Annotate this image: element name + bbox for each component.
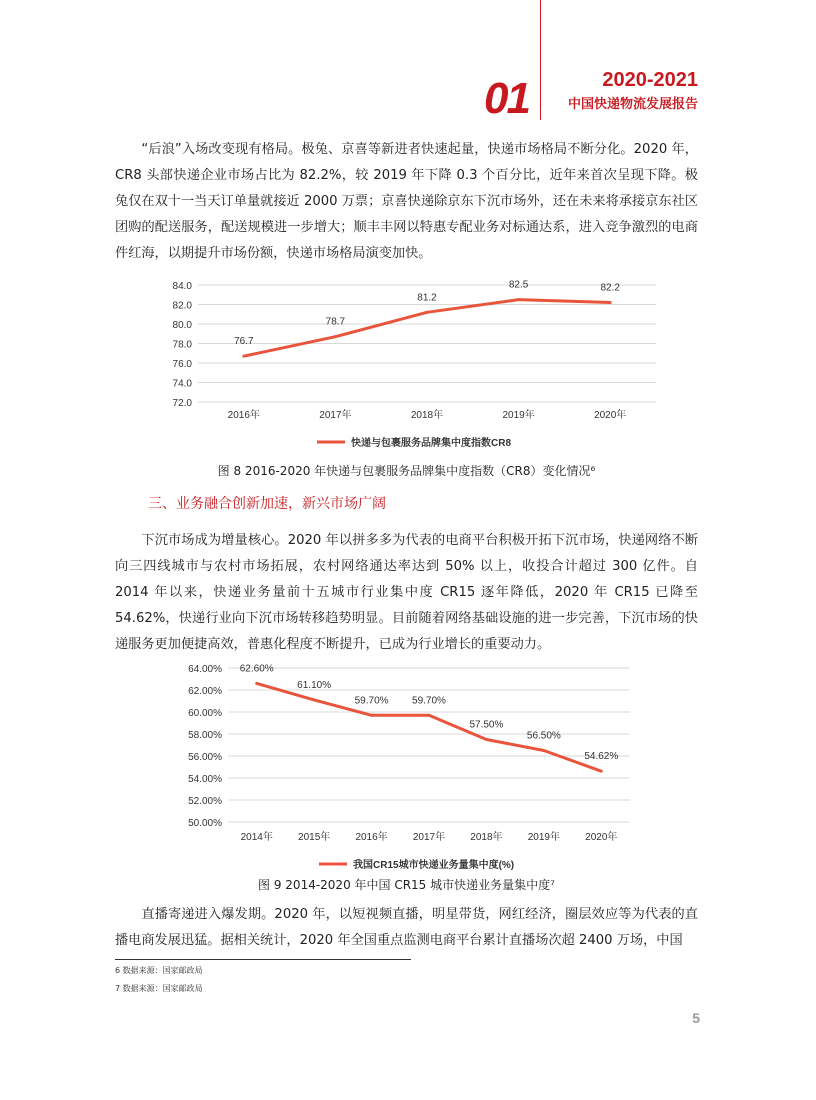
y-tick-label: 60.00% (188, 708, 222, 719)
footnote-divider (115, 959, 411, 960)
data-point (370, 714, 373, 717)
x-tick-label: 2016年 (355, 832, 388, 843)
data-point (517, 298, 520, 301)
y-tick-label: 64.00% (188, 664, 222, 675)
y-tick-label: 84.0 (172, 281, 192, 292)
data-label: 59.70% (412, 695, 446, 707)
x-tick-label: 2017年 (412, 832, 446, 843)
footnote-7: 7 数据来源：国家邮政局 (115, 984, 203, 993)
y-tick-label: 50.00% (188, 818, 222, 829)
paragraph-2: 下沉市场成为增量核心。2020 年以拼多多为代表的电商平台积极开拓下沉市场，快递网络不断向三四线城市与农村市场拓展，农村网络通达率达到 50% 以上，收投合计超过 300 亿件。自 2014 年以来，快递业务量前十五城市行业集中度 CR15 逐年降低，2020 年 CR15 已降至 54.62%，快递行业向下沉市场转移趋势明显。目前随着网络基础设施的进一步完善，下沉市场的快递服务更加便捷高效，普惠化程度不断提升，已成为行业增长的重要动力。 (115, 533, 698, 652)
report-title: 中国快递物流发展报告 (567, 97, 698, 112)
report-years: 2020-2021 (602, 69, 698, 91)
y-tick-label: 56.00% (188, 752, 222, 763)
series-line (244, 300, 610, 357)
y-tick-label: 74.0 (172, 378, 192, 390)
data-label: 78.7 (325, 316, 346, 328)
data-label: 62.60% (239, 663, 274, 675)
y-tick-label: 76.0 (172, 359, 192, 370)
data-label: 61.10% (297, 679, 332, 691)
y-tick-label: 78.0 (172, 339, 192, 351)
data-point (426, 311, 429, 314)
x-tick-label: 2020年 (594, 410, 627, 421)
data-label: 82.5 (508, 279, 529, 291)
data-label: 76.7 (234, 336, 254, 348)
figure-8-caption: 图 8 2016-2020 年快递与包裹服务品牌集中度指数（CR8）变化情况⁶ (217, 464, 596, 478)
y-tick-label: 52.00% (188, 796, 222, 807)
x-tick-label: 2016年 (227, 410, 260, 421)
data-label: 59.70% (354, 695, 389, 707)
cr15-line-chart (148, 656, 668, 878)
data-label: 54.62% (584, 751, 619, 763)
data-label: 81.2 (417, 292, 437, 304)
y-tick-label: 62.00% (188, 686, 222, 697)
y-tick-label: 80.0 (172, 320, 192, 331)
y-tick-label: 58.00% (188, 730, 222, 741)
data-point (609, 301, 612, 304)
data-point (600, 770, 603, 773)
x-tick-label: 2018年 (470, 832, 503, 843)
x-tick-label: 2017年 (319, 410, 352, 421)
y-tick-label: 54.00% (188, 774, 222, 785)
data-label: 56.50% (526, 730, 561, 742)
paragraph-1: “后浪”入场改变现有格局。极兔、京喜等新进者快速起量，快递市场格局不断分化。2020 年，CR8 头部快递企业市场占比为 82.2%，较 2019 年下降 0.3 个百分比，近年来首次呈现下降。极兔仅在双十一当天订单量就接近 2000 万票；京喜快递除京东下沉市场外，还在未来将承接京东社区团购的配送服务，配送规模进一步增大；顺丰丰网以特惠专配业务对标通达系，进入竞争激烈的电商件红海，以期提升市场份额，快递市场格局演变加快。 (115, 142, 698, 261)
data-point (428, 714, 431, 717)
data-point (485, 738, 488, 741)
legend-label: 我国CR15城市快递业务量集中度(%) (353, 860, 515, 871)
legend-label: 快递与包裹服务品牌集中度指数CR8 (351, 438, 512, 449)
data-label: 82.2 (600, 282, 620, 294)
data-point (242, 355, 245, 358)
data-point (313, 698, 316, 701)
data-label: 57.50% (469, 719, 504, 731)
paragraph-3: 直播寄递进入爆发期。2020 年，以短视频直播，明星带货，网红经济，圈层效应等为代表的直播电商发展迅猛。据相关统计，2020 年全国重点监测电商平台累计直播场次超 2400 万场，中国 (115, 907, 698, 948)
figure-9-caption: 图 9 2014-2020 年中国 CR15 城市快递业务量集中度⁷ (258, 878, 555, 892)
x-tick-label: 2018年 (410, 410, 444, 421)
y-tick-label: 82.0 (172, 300, 192, 312)
cr8-line-chart (148, 270, 668, 460)
data-point (334, 335, 337, 338)
section-heading: 三、业务融合创新加速，新兴市场广阔 (148, 496, 386, 512)
chapter-number: 01 (484, 74, 529, 123)
footnote-6: 6 数据来源：国家邮政局 (115, 966, 203, 975)
data-point (542, 749, 545, 752)
x-tick-label: 2019年 (502, 410, 535, 421)
page-number: 5 (692, 1010, 700, 1026)
data-point (255, 682, 258, 685)
x-tick-label: 2015年 (298, 832, 331, 843)
x-tick-label: 2020年 (585, 832, 618, 843)
y-tick-label: 72.0 (172, 398, 192, 409)
header-divider (540, 0, 541, 120)
x-tick-label: 2014年 (240, 832, 273, 843)
x-tick-label: 2019年 (527, 832, 560, 843)
